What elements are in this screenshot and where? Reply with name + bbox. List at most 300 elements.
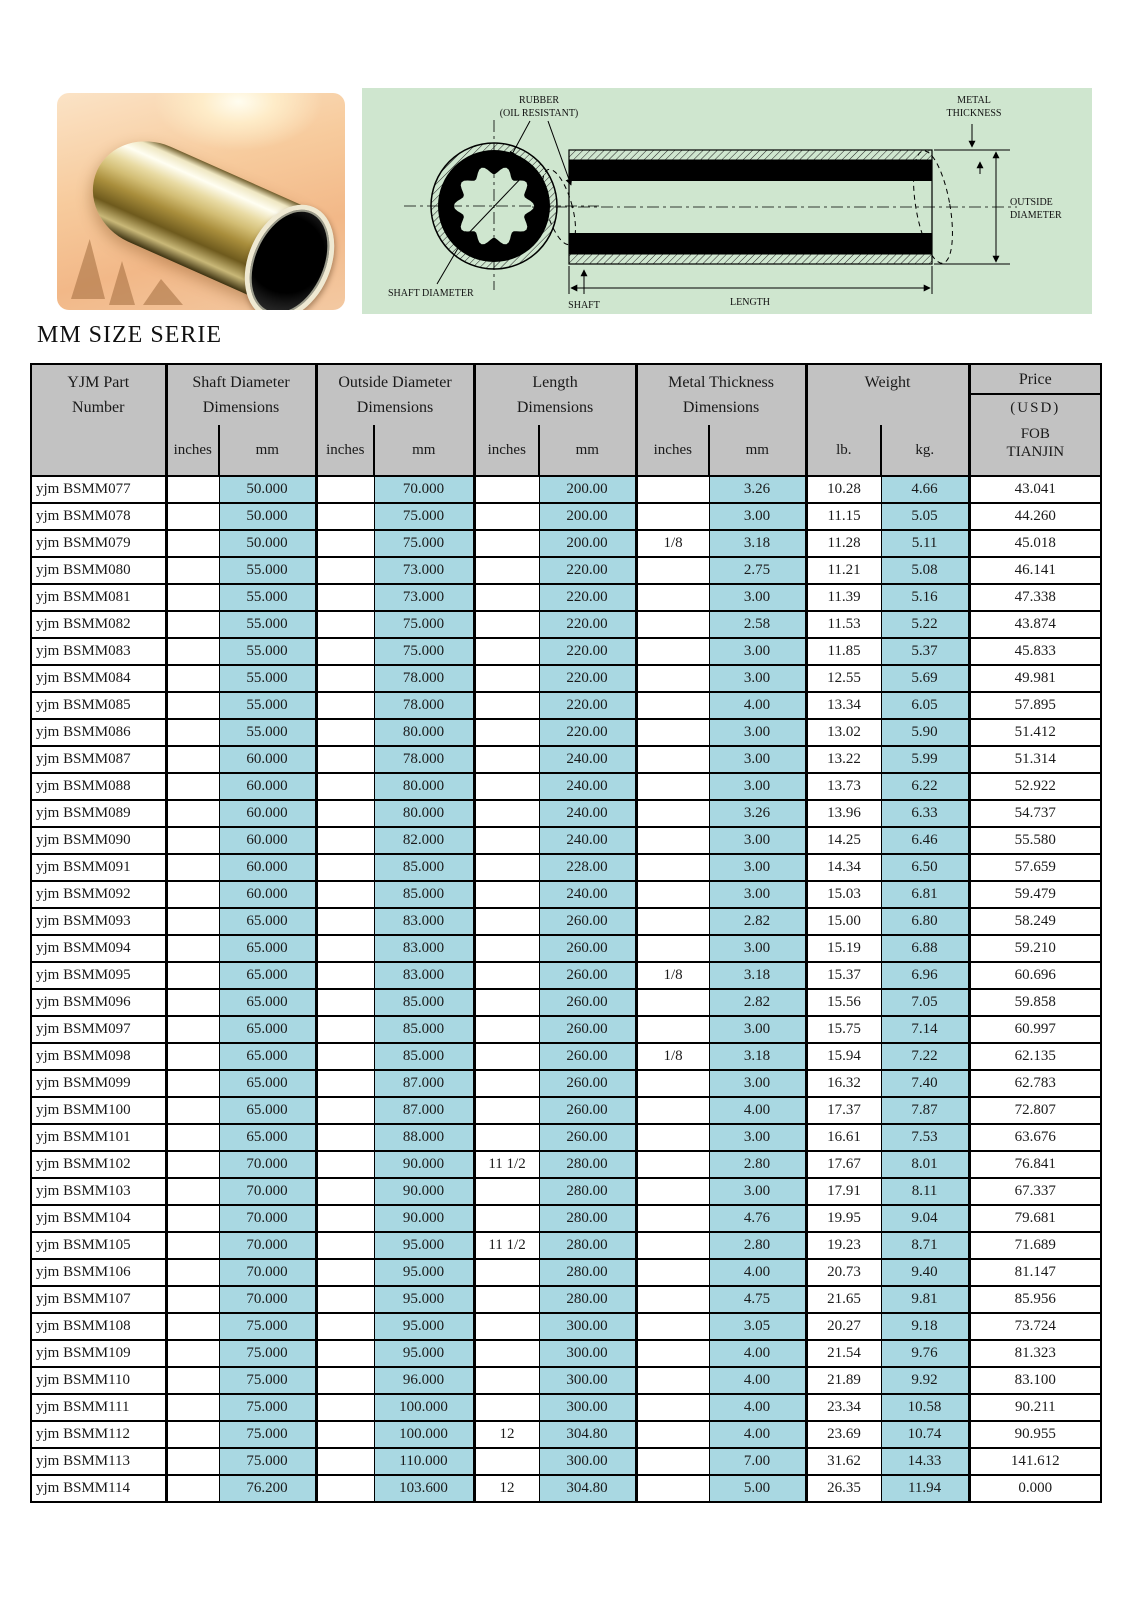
table-row — [31, 1097, 1101, 1124]
cell-shaft-mm: 70.000 — [219, 1178, 316, 1205]
cell-length-inches — [474, 1097, 539, 1124]
cell-shaft-mm: 65.000 — [219, 908, 316, 935]
cell-weight-lb: 21.54 — [806, 1340, 881, 1367]
table-row — [31, 692, 1101, 719]
cell-weight-kg: 7.05 — [881, 989, 969, 1016]
cell-outside-inches — [316, 1043, 374, 1070]
cell-metal-mm: 3.26 — [709, 476, 806, 503]
cell-metal-mm: 3.00 — [709, 638, 806, 665]
cell-part-number: yjm BSMM077 — [31, 476, 166, 503]
cell-weight-kg: 7.87 — [881, 1097, 969, 1124]
cell-metal-inches: 1/8 — [636, 530, 709, 557]
cell-part-number: yjm BSMM082 — [31, 611, 166, 638]
cell-shaft-mm: 70.000 — [219, 1151, 316, 1178]
cell-shaft-mm: 65.000 — [219, 1124, 316, 1151]
cell-weight-kg: 6.46 — [881, 827, 969, 854]
col-group-outside-diameter: Outside Diameter Dimensions — [316, 364, 474, 425]
cell-weight-kg: 6.96 — [881, 962, 969, 989]
size-table-wrap — [30, 363, 1102, 1503]
unit-outside-mm: mm — [374, 425, 474, 476]
cell-outside-mm: 80.000 — [374, 719, 474, 746]
cell-length-inches — [474, 719, 539, 746]
cell-outside-inches — [316, 935, 374, 962]
cell-price: 90.955 — [969, 1421, 1101, 1448]
cell-shaft-mm: 50.000 — [219, 530, 316, 557]
cell-metal-inches — [636, 1151, 709, 1178]
cell-metal-mm: 2.82 — [709, 989, 806, 1016]
cell-weight-kg: 6.81 — [881, 881, 969, 908]
cell-metal-inches — [636, 665, 709, 692]
cell-length-mm: 220.00 — [539, 692, 636, 719]
table-row — [31, 935, 1101, 962]
cell-weight-lb: 16.61 — [806, 1124, 881, 1151]
cell-weight-kg: 6.50 — [881, 854, 969, 881]
cell-outside-inches — [316, 1475, 374, 1502]
cell-length-inches — [474, 1070, 539, 1097]
cell-metal-mm: 4.00 — [709, 1367, 806, 1394]
cell-outside-mm: 85.000 — [374, 854, 474, 881]
table-row — [31, 638, 1101, 665]
cell-length-mm: 260.00 — [539, 1016, 636, 1043]
cell-length-mm: 220.00 — [539, 638, 636, 665]
cell-weight-lb: 21.89 — [806, 1367, 881, 1394]
cell-price: 81.323 — [969, 1340, 1101, 1367]
cell-shaft-inches — [166, 962, 219, 989]
cell-length-mm: 220.00 — [539, 665, 636, 692]
col-group-metal-thickness: Metal Thickness Dimensions — [636, 364, 806, 425]
part-header-line1: YJM Part — [67, 374, 130, 391]
unit-metal-mm: mm — [709, 425, 806, 476]
cell-metal-mm: 4.00 — [709, 692, 806, 719]
cell-outside-inches — [316, 665, 374, 692]
cell-metal-inches — [636, 1232, 709, 1259]
cell-weight-kg: 5.69 — [881, 665, 969, 692]
cell-outside-inches — [316, 638, 374, 665]
cell-length-mm: 200.00 — [539, 503, 636, 530]
cell-price: 49.981 — [969, 665, 1101, 692]
cell-shaft-inches — [166, 638, 219, 665]
cell-shaft-mm: 75.000 — [219, 1448, 316, 1475]
cell-part-number: yjm BSMM106 — [31, 1259, 166, 1286]
cell-length-mm: 304.80 — [539, 1475, 636, 1502]
cell-part-number: yjm BSMM102 — [31, 1151, 166, 1178]
cell-price: 43.874 — [969, 611, 1101, 638]
cell-weight-kg: 10.58 — [881, 1394, 969, 1421]
cell-length-inches — [474, 1448, 539, 1475]
cell-part-number: yjm BSMM099 — [31, 1070, 166, 1097]
cell-price: 0.000 — [969, 1475, 1101, 1502]
cell-shaft-inches — [166, 1475, 219, 1502]
cell-shaft-mm: 55.000 — [219, 719, 316, 746]
cell-metal-inches — [636, 908, 709, 935]
cell-metal-mm: 3.00 — [709, 1178, 806, 1205]
cell-length-inches — [474, 800, 539, 827]
table-row — [31, 854, 1101, 881]
cell-shaft-mm: 75.000 — [219, 1394, 316, 1421]
cell-shaft-mm: 70.000 — [219, 1286, 316, 1313]
cell-price: 63.676 — [969, 1124, 1101, 1151]
cell-part-number: yjm BSMM100 — [31, 1097, 166, 1124]
cell-weight-lb: 11.39 — [806, 584, 881, 611]
cell-shaft-inches — [166, 800, 219, 827]
cell-shaft-inches — [166, 1367, 219, 1394]
cell-weight-lb: 14.25 — [806, 827, 881, 854]
cell-part-number: yjm BSMM092 — [31, 881, 166, 908]
cell-part-number: yjm BSMM114 — [31, 1475, 166, 1502]
cell-metal-inches — [636, 1178, 709, 1205]
cell-shaft-inches — [166, 935, 219, 962]
cell-outside-inches — [316, 719, 374, 746]
cell-weight-lb: 14.34 — [806, 854, 881, 881]
cell-metal-mm: 2.82 — [709, 908, 806, 935]
cell-outside-mm: 83.000 — [374, 908, 474, 935]
cell-outside-mm: 75.000 — [374, 611, 474, 638]
cell-weight-kg: 8.71 — [881, 1232, 969, 1259]
cell-part-number: yjm BSMM083 — [31, 638, 166, 665]
cell-length-inches — [474, 1124, 539, 1151]
cell-weight-kg: 8.01 — [881, 1151, 969, 1178]
cell-shaft-mm: 60.000 — [219, 854, 316, 881]
cell-weight-lb: 13.34 — [806, 692, 881, 719]
cell-length-inches — [474, 1394, 539, 1421]
cell-length-inches — [474, 935, 539, 962]
cell-shaft-inches — [166, 1043, 219, 1070]
unit-weight-lb: lb. — [806, 425, 881, 476]
cell-weight-lb: 15.03 — [806, 881, 881, 908]
cell-outside-inches — [316, 503, 374, 530]
cell-length-inches — [474, 881, 539, 908]
cell-metal-inches — [636, 1394, 709, 1421]
cell-metal-inches — [636, 611, 709, 638]
sailboat-silhouette — [143, 279, 183, 305]
cell-length-mm: 260.00 — [539, 1097, 636, 1124]
cell-price: 43.041 — [969, 476, 1101, 503]
price-label: Price — [971, 365, 1101, 395]
cell-shaft-inches — [166, 773, 219, 800]
cell-metal-mm: 3.00 — [709, 854, 806, 881]
cell-metal-mm: 3.00 — [709, 773, 806, 800]
price-fob-label: FOB TIANJIN — [1006, 426, 1065, 460]
cell-outside-inches — [316, 962, 374, 989]
cell-shaft-inches — [166, 908, 219, 935]
cell-outside-inches — [316, 1313, 374, 1340]
cell-shaft-inches — [166, 665, 219, 692]
cell-price: 76.841 — [969, 1151, 1101, 1178]
cell-metal-inches: 1/8 — [636, 1043, 709, 1070]
cell-length-inches — [474, 503, 539, 530]
cell-metal-mm: 2.75 — [709, 557, 806, 584]
cell-price: 141.612 — [969, 1448, 1101, 1475]
cell-weight-kg: 9.92 — [881, 1367, 969, 1394]
table-row — [31, 530, 1101, 557]
table-row — [31, 1124, 1101, 1151]
table-row — [31, 1475, 1101, 1502]
table-row — [31, 989, 1101, 1016]
cell-metal-mm: 3.00 — [709, 1124, 806, 1151]
cell-shaft-mm: 60.000 — [219, 881, 316, 908]
cell-price: 59.479 — [969, 881, 1101, 908]
cell-metal-mm: 3.26 — [709, 800, 806, 827]
cell-metal-inches — [636, 773, 709, 800]
table-row — [31, 584, 1101, 611]
cell-shaft-inches — [166, 1205, 219, 1232]
length-label: LENGTH — [730, 297, 770, 308]
cell-part-number: yjm BSMM080 — [31, 557, 166, 584]
cell-part-number: yjm BSMM078 — [31, 503, 166, 530]
cell-shaft-inches — [166, 503, 219, 530]
table-row — [31, 800, 1101, 827]
cell-metal-mm: 7.00 — [709, 1448, 806, 1475]
metal-thickness-label-1: METAL — [957, 95, 991, 106]
cell-price: 45.018 — [969, 530, 1101, 557]
rubber-arrow-right — [548, 121, 571, 185]
cell-outside-inches — [316, 1340, 374, 1367]
cell-outside-inches — [316, 1178, 374, 1205]
cell-metal-inches — [636, 1367, 709, 1394]
cell-metal-inches — [636, 746, 709, 773]
cell-outside-inches — [316, 1097, 374, 1124]
cell-outside-inches — [316, 692, 374, 719]
cell-metal-mm: 2.58 — [709, 611, 806, 638]
cell-metal-mm: 3.18 — [709, 1043, 806, 1070]
cell-weight-lb: 17.37 — [806, 1097, 881, 1124]
cell-length-inches: 12 — [474, 1475, 539, 1502]
price-currency-label: (USD) — [1010, 400, 1061, 416]
cell-price: 58.249 — [969, 908, 1101, 935]
cell-price: 59.210 — [969, 935, 1101, 962]
cell-price: 55.580 — [969, 827, 1101, 854]
cell-price: 71.689 — [969, 1232, 1101, 1259]
cell-weight-lb: 17.91 — [806, 1178, 881, 1205]
cell-part-number: yjm BSMM111 — [31, 1394, 166, 1421]
cell-price: 60.696 — [969, 962, 1101, 989]
cell-part-number: yjm BSMM109 — [31, 1340, 166, 1367]
cell-metal-inches — [636, 935, 709, 962]
col-header-part-number — [31, 364, 166, 476]
cell-metal-inches — [636, 692, 709, 719]
cell-outside-inches — [316, 1124, 374, 1151]
table-row — [31, 1286, 1101, 1313]
cell-outside-mm: 103.600 — [374, 1475, 474, 1502]
cell-length-mm: 300.00 — [539, 1313, 636, 1340]
cell-price: 54.737 — [969, 800, 1101, 827]
cell-metal-inches — [636, 1205, 709, 1232]
cell-length-inches — [474, 908, 539, 935]
cell-shaft-inches — [166, 1151, 219, 1178]
cell-outside-inches — [316, 989, 374, 1016]
cell-length-inches — [474, 854, 539, 881]
cell-metal-inches — [636, 1016, 709, 1043]
cell-length-mm: 304.80 — [539, 1421, 636, 1448]
cell-outside-inches — [316, 1259, 374, 1286]
cell-shaft-inches — [166, 1340, 219, 1367]
cell-length-inches — [474, 1367, 539, 1394]
table-row — [31, 1232, 1101, 1259]
cell-outside-mm: 73.000 — [374, 557, 474, 584]
cell-outside-mm: 78.000 — [374, 665, 474, 692]
cell-price: 85.956 — [969, 1286, 1101, 1313]
outside-diameter-label-1: OUTSIDE — [1010, 197, 1053, 208]
cell-price: 52.922 — [969, 773, 1101, 800]
cell-weight-kg: 11.94 — [881, 1475, 969, 1502]
cell-price: 62.783 — [969, 1070, 1101, 1097]
cell-length-mm: 260.00 — [539, 962, 636, 989]
bearing-diagram — [362, 88, 1092, 314]
rubber-label: RUBBER — [518, 95, 560, 106]
cell-shaft-inches — [166, 1394, 219, 1421]
cell-weight-kg: 6.33 — [881, 800, 969, 827]
cell-price: 72.807 — [969, 1097, 1101, 1124]
cell-shaft-inches — [166, 719, 219, 746]
cell-outside-inches — [316, 854, 374, 881]
cell-weight-lb: 21.65 — [806, 1286, 881, 1313]
cell-weight-kg: 9.81 — [881, 1286, 969, 1313]
cell-metal-mm: 2.80 — [709, 1151, 806, 1178]
cell-shaft-mm: 70.000 — [219, 1232, 316, 1259]
cell-shaft-inches — [166, 584, 219, 611]
cell-metal-mm: 4.00 — [709, 1421, 806, 1448]
cell-metal-mm: 3.00 — [709, 503, 806, 530]
cell-metal-inches — [636, 1070, 709, 1097]
table-header — [31, 364, 1101, 476]
table-row — [31, 557, 1101, 584]
table-row — [31, 1178, 1101, 1205]
metal-band-top — [569, 150, 932, 160]
cell-length-mm: 220.00 — [539, 611, 636, 638]
cell-part-number: yjm BSMM104 — [31, 1205, 166, 1232]
unit-weight-kg: kg. — [881, 425, 969, 476]
cell-part-number: yjm BSMM091 — [31, 854, 166, 881]
cell-length-inches — [474, 584, 539, 611]
col-group-shaft-diameter: Shaft Diameter Dimensions — [166, 364, 316, 425]
cell-outside-inches — [316, 584, 374, 611]
table-row — [31, 962, 1101, 989]
cell-part-number: yjm BSMM095 — [31, 962, 166, 989]
cell-metal-inches — [636, 800, 709, 827]
cell-metal-inches — [636, 1475, 709, 1502]
bearing-diagram-svg — [362, 88, 1092, 314]
cell-length-mm: 260.00 — [539, 1124, 636, 1151]
cell-outside-mm: 95.000 — [374, 1286, 474, 1313]
cell-length-mm: 280.00 — [539, 1259, 636, 1286]
cell-outside-inches — [316, 800, 374, 827]
cell-outside-mm: 95.000 — [374, 1259, 474, 1286]
cell-shaft-mm: 65.000 — [219, 935, 316, 962]
cell-length-mm: 280.00 — [539, 1151, 636, 1178]
cell-shaft-inches — [166, 1259, 219, 1286]
cell-weight-lb: 19.23 — [806, 1232, 881, 1259]
cell-outside-inches — [316, 1448, 374, 1475]
cell-metal-inches — [636, 1286, 709, 1313]
cell-weight-kg: 8.11 — [881, 1178, 969, 1205]
cell-length-inches — [474, 773, 539, 800]
cell-weight-lb: 13.96 — [806, 800, 881, 827]
cell-part-number: yjm BSMM084 — [31, 665, 166, 692]
cell-length-inches — [474, 476, 539, 503]
cell-length-mm: 300.00 — [539, 1394, 636, 1421]
col-group-weight: Weight — [806, 364, 969, 425]
cell-weight-kg: 5.99 — [881, 746, 969, 773]
cell-outside-inches — [316, 1016, 374, 1043]
cell-outside-inches — [316, 746, 374, 773]
cell-shaft-inches — [166, 989, 219, 1016]
outside-diameter-label-2: DIAMETER — [1010, 210, 1062, 221]
col-group-price — [969, 364, 1101, 476]
cell-weight-kg: 7.14 — [881, 1016, 969, 1043]
cell-outside-mm: 87.000 — [374, 1070, 474, 1097]
cell-outside-inches — [316, 1205, 374, 1232]
cell-weight-kg: 4.66 — [881, 476, 969, 503]
unit-metal-inches: inches — [636, 425, 709, 476]
cell-part-number: yjm BSMM108 — [31, 1313, 166, 1340]
cell-part-number: yjm BSMM088 — [31, 773, 166, 800]
cell-outside-mm: 78.000 — [374, 746, 474, 773]
cell-weight-lb: 13.73 — [806, 773, 881, 800]
cell-price: 73.724 — [969, 1313, 1101, 1340]
cell-weight-kg: 7.53 — [881, 1124, 969, 1151]
cell-length-mm: 240.00 — [539, 827, 636, 854]
cell-shaft-inches — [166, 1178, 219, 1205]
cell-weight-kg: 9.18 — [881, 1313, 969, 1340]
table-row — [31, 1043, 1101, 1070]
cell-outside-mm: 100.000 — [374, 1421, 474, 1448]
cell-part-number: yjm BSMM093 — [31, 908, 166, 935]
cell-part-number: yjm BSMM110 — [31, 1367, 166, 1394]
cell-shaft-mm: 65.000 — [219, 1043, 316, 1070]
cell-metal-mm: 3.00 — [709, 665, 806, 692]
cell-price: 46.141 — [969, 557, 1101, 584]
cell-weight-lb: 15.94 — [806, 1043, 881, 1070]
cell-length-mm: 200.00 — [539, 476, 636, 503]
cell-outside-mm: 90.000 — [374, 1205, 474, 1232]
cell-length-mm: 280.00 — [539, 1205, 636, 1232]
cell-outside-inches — [316, 773, 374, 800]
cell-outside-mm: 83.000 — [374, 962, 474, 989]
cell-length-inches — [474, 638, 539, 665]
cell-length-inches: 11 1/2 — [474, 1151, 539, 1178]
cell-weight-lb: 26.35 — [806, 1475, 881, 1502]
cell-weight-kg: 5.37 — [881, 638, 969, 665]
cell-metal-inches — [636, 1097, 709, 1124]
table-row — [31, 1340, 1101, 1367]
cell-weight-kg: 6.05 — [881, 692, 969, 719]
cell-outside-mm: 75.000 — [374, 503, 474, 530]
table-row — [31, 1394, 1101, 1421]
cell-shaft-inches — [166, 557, 219, 584]
cell-shaft-mm: 50.000 — [219, 503, 316, 530]
table-row — [31, 1070, 1101, 1097]
cell-outside-mm: 75.000 — [374, 638, 474, 665]
table-row — [31, 746, 1101, 773]
cell-length-inches — [474, 557, 539, 584]
cell-outside-mm: 95.000 — [374, 1232, 474, 1259]
cell-metal-inches — [636, 1421, 709, 1448]
cell-metal-mm: 4.76 — [709, 1205, 806, 1232]
cell-price: 57.659 — [969, 854, 1101, 881]
page-title: MM SIZE SERIE — [37, 322, 223, 348]
cell-metal-inches — [636, 557, 709, 584]
cell-outside-mm: 95.000 — [374, 1313, 474, 1340]
cell-shaft-inches — [166, 1286, 219, 1313]
cell-metal-mm: 3.00 — [709, 1016, 806, 1043]
cell-metal-inches — [636, 827, 709, 854]
table-row — [31, 1448, 1101, 1475]
cell-weight-kg: 7.22 — [881, 1043, 969, 1070]
cell-length-mm: 260.00 — [539, 935, 636, 962]
cell-shaft-inches — [166, 1070, 219, 1097]
cell-part-number: yjm BSMM090 — [31, 827, 166, 854]
unit-outside-inches: inches — [316, 425, 374, 476]
